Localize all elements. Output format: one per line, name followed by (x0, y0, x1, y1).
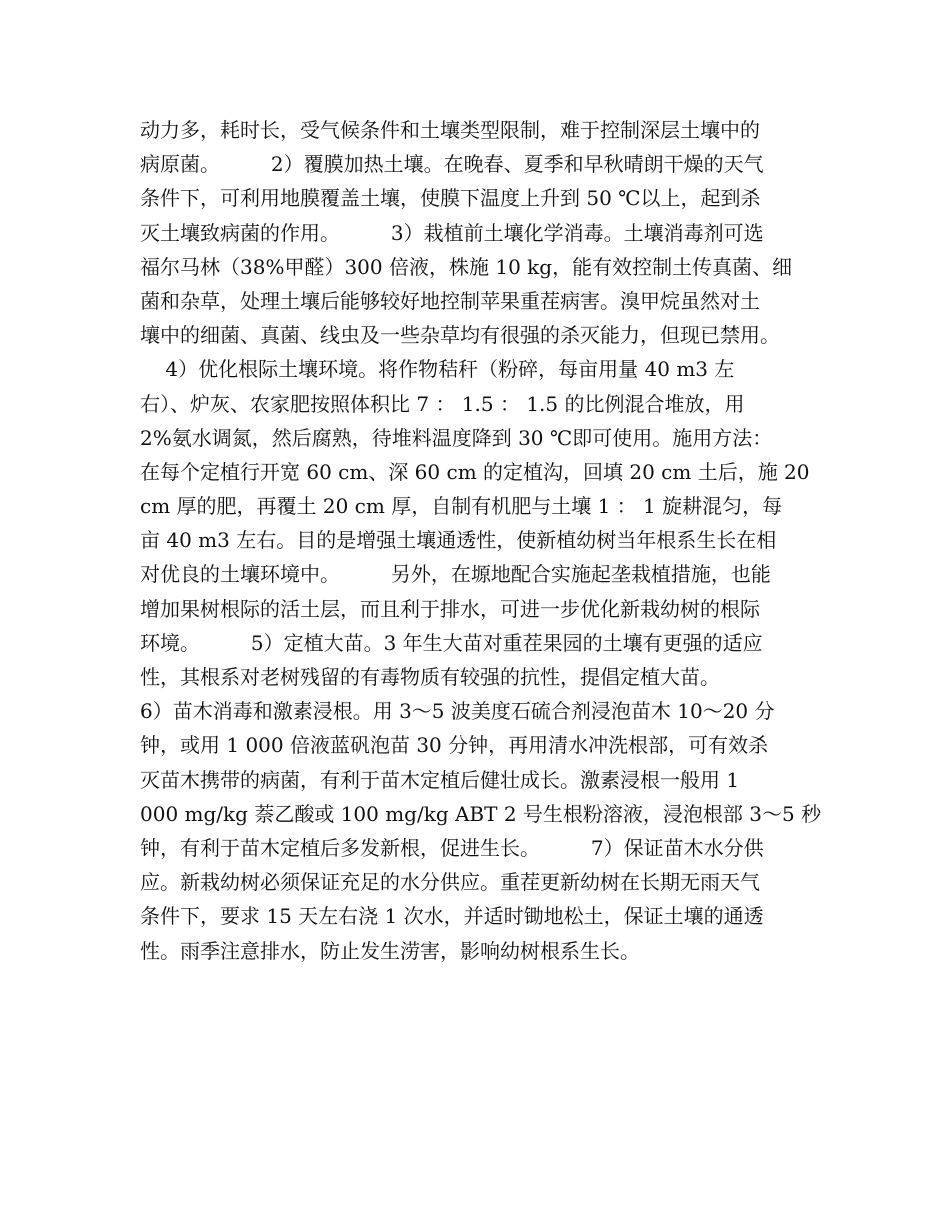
text-line: 环境。 5）定植大苗。3 年生大苗对重茬果园的土壤有更强的适应 (140, 630, 763, 655)
text-line: 6）苗木消毒和激素浸根。用 3～5 波美度石硫合剂浸泡苗木 10～20 分 (140, 699, 775, 724)
text-line: 病原菌。 2）覆膜加热土壤。在晚春、夏季和早秋晴朗干燥的天气 (140, 152, 764, 177)
text-line: 福尔马林（38%甲醛）300 倍液，株施 10 kg，能有效控制土传真菌、细 (140, 254, 793, 279)
text-line: 壤中的细菌、真菌、线虫及一些杂草均有很强的杀灭能力，但现已禁用。 (140, 323, 780, 348)
text-line: 右）、炉灰、农家肥按照体积比 7 ： 1.5 ： 1.5 的比例混合堆放，用 (140, 391, 745, 416)
text-line: 动力多，耗时长，受气候条件和土壤类型限制，难于控制深层土壤中的 (140, 118, 760, 142)
text-line: 灭土壤致病菌的作用。 3）栽植前土壤化学消毒。土壤消毒剂可选 (140, 220, 764, 245)
text-line: 钟，有利于苗木定植后多发新根，促进生长。 7）保证苗木水分供 (140, 835, 764, 860)
text-line: 2%氨水调氮，然后腐熟，待堆料温度降到 30 ℃即可使用。施用方法： (140, 425, 773, 450)
text-line: 对优良的土壤环境中。 另外，在塬地配合实施起垄栽植措施，也能 (140, 562, 771, 587)
text-line: cm 厚的肥，再覆土 20 cm 厚，自制有机肥与土壤 1 ： 1 旋耕混匀，每 (140, 494, 783, 519)
text-line: 条件下，要求 15 天左右浇 1 次水，并适时锄地松土，保证土壤的通透 (140, 904, 764, 929)
text-line: 在每个定植行开宽 60 cm、深 60 cm 的定植沟，回填 20 cm 土后，施 20 (140, 459, 810, 484)
text-line: 4）优化根际土壤环境。将作物秸秆（粉碎，每亩用量 40 m3 左 (140, 357, 735, 382)
text-line: 灭苗木携带的病菌，有利于苗木定植后健壮成长。激素浸根一般用 1 (140, 767, 740, 792)
text-line: 应。新栽幼树必须保证充足的水分供应。重茬更新幼树在长期无雨天气 (140, 870, 760, 895)
body-text (140, 113, 830, 968)
text-line: 性。雨季注意排水，防止发生涝害，影响幼树根系生长。 (140, 938, 640, 963)
text-line: 菌和杂草，处理土壤后能够较好地控制苹果重茬病害。溴甲烷虽然对土 (140, 288, 760, 313)
text-line: 000 mg/kg 萘乙酸或 100 mg/kg ABT 2 号生根粉溶液，浸泡根部 3～5 秒 (140, 801, 822, 826)
text-line: 增加果树根际的活土层，而且利于排水，可进一步优化新栽幼树的根际 (140, 596, 760, 621)
text-line: 亩 40 m3 左右。目的是增强土壤通透性，使新植幼树当年根系生长在相 (140, 528, 777, 553)
text-line: 钟，或用 1 000 倍液蓝矾泡苗 30 分钟，再用清水冲洗根部，可有效杀 (140, 733, 769, 758)
text-line: 性，其根系对老树残留的有毒物质有较强的抗性，提倡定植大苗。 (140, 665, 720, 689)
text-line: 条件下，可利用地膜覆盖土壤，使膜下温度上升到 50 ℃以上，起到杀 (140, 186, 761, 211)
